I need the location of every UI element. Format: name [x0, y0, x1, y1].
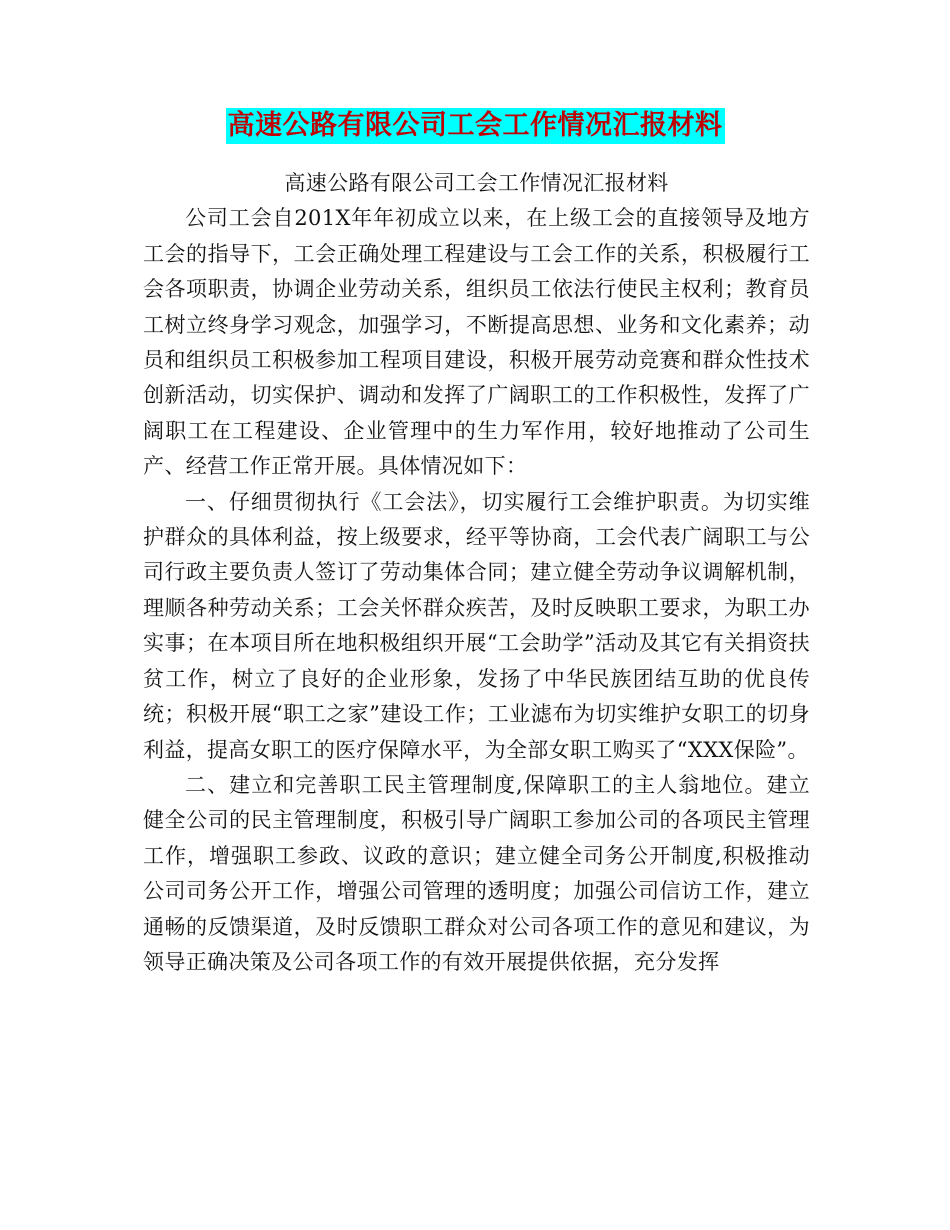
- document-subtitle: 高速公路有限公司工会工作情况汇报材料: [284, 171, 669, 195]
- title-container: [0, 108, 950, 144]
- paragraph-section-1: 一、仔细贯彻执行《工会法》，切实履行工会维护职责。为切实维护群众的具体利益，按上级要求，经平等协商，工会代表广阔职工与公司行政主要负责人签订了劳动集体合同；建立健全劳动争议调解机制，理顺各种劳动关系；工会关怀群众疾苦，及时反映职工要求，为职工办实事；在本项目所在地积极组织开展“工会助学”活动及其它有关捐资扶贫工作，树立了良好的企业形象，发扬了中华民族团结互助的优良传统；积极开展“职工之家”建设工作；工业滤布为切实维护女职工的切身利益，提高女职工的医疗保障水平，为全部女职工购买了“XXX保险”。: [143, 489, 810, 762]
- document-body: [143, 166, 810, 980]
- document-title: 高速公路有限公司工会工作情况汇报材料: [226, 108, 725, 144]
- paragraph-intro: 公司工会自201X年年初成立以来，在上级工会的直接领导及地方工会的指导下，工会正确处理工程建设与工会工作的关系，积极履行工会各项职责，协调企业劳动关系，组织员工依法行使民主权利；教育员工树立终身学习观念，加强学习，不断提高思想、业务和文化素养；动员和组织员工积极参加工程项目建设，积极开展劳动竞赛和群众性技术创新活动，切实保护、调动和发挥了广阔职工的工作积极性，发挥了广阔职工在工程建设、企业管理中的生力军作用，较好地推动了公司生产、经营工作正常开展。具体情况如下：: [143, 206, 810, 479]
- paragraph-section-2: 二、建立和完善职工民主管理制度,保障职工的主人翁地位。建立健全公司的民主管理制度，积极引导广阔职工参加公司的各项民主管理工作，增强职工参政、议政的意识；建立健全司务公开制度,积极推动公司司务公开工作，增强公司管理的透明度；加强公司信访工作，建立通畅的反馈渠道，及时反馈职工群众对公司各项工作的意见和建议，为领导正确决策及公司各项工作的有效开展提供依据，充分发挥: [143, 772, 810, 974]
